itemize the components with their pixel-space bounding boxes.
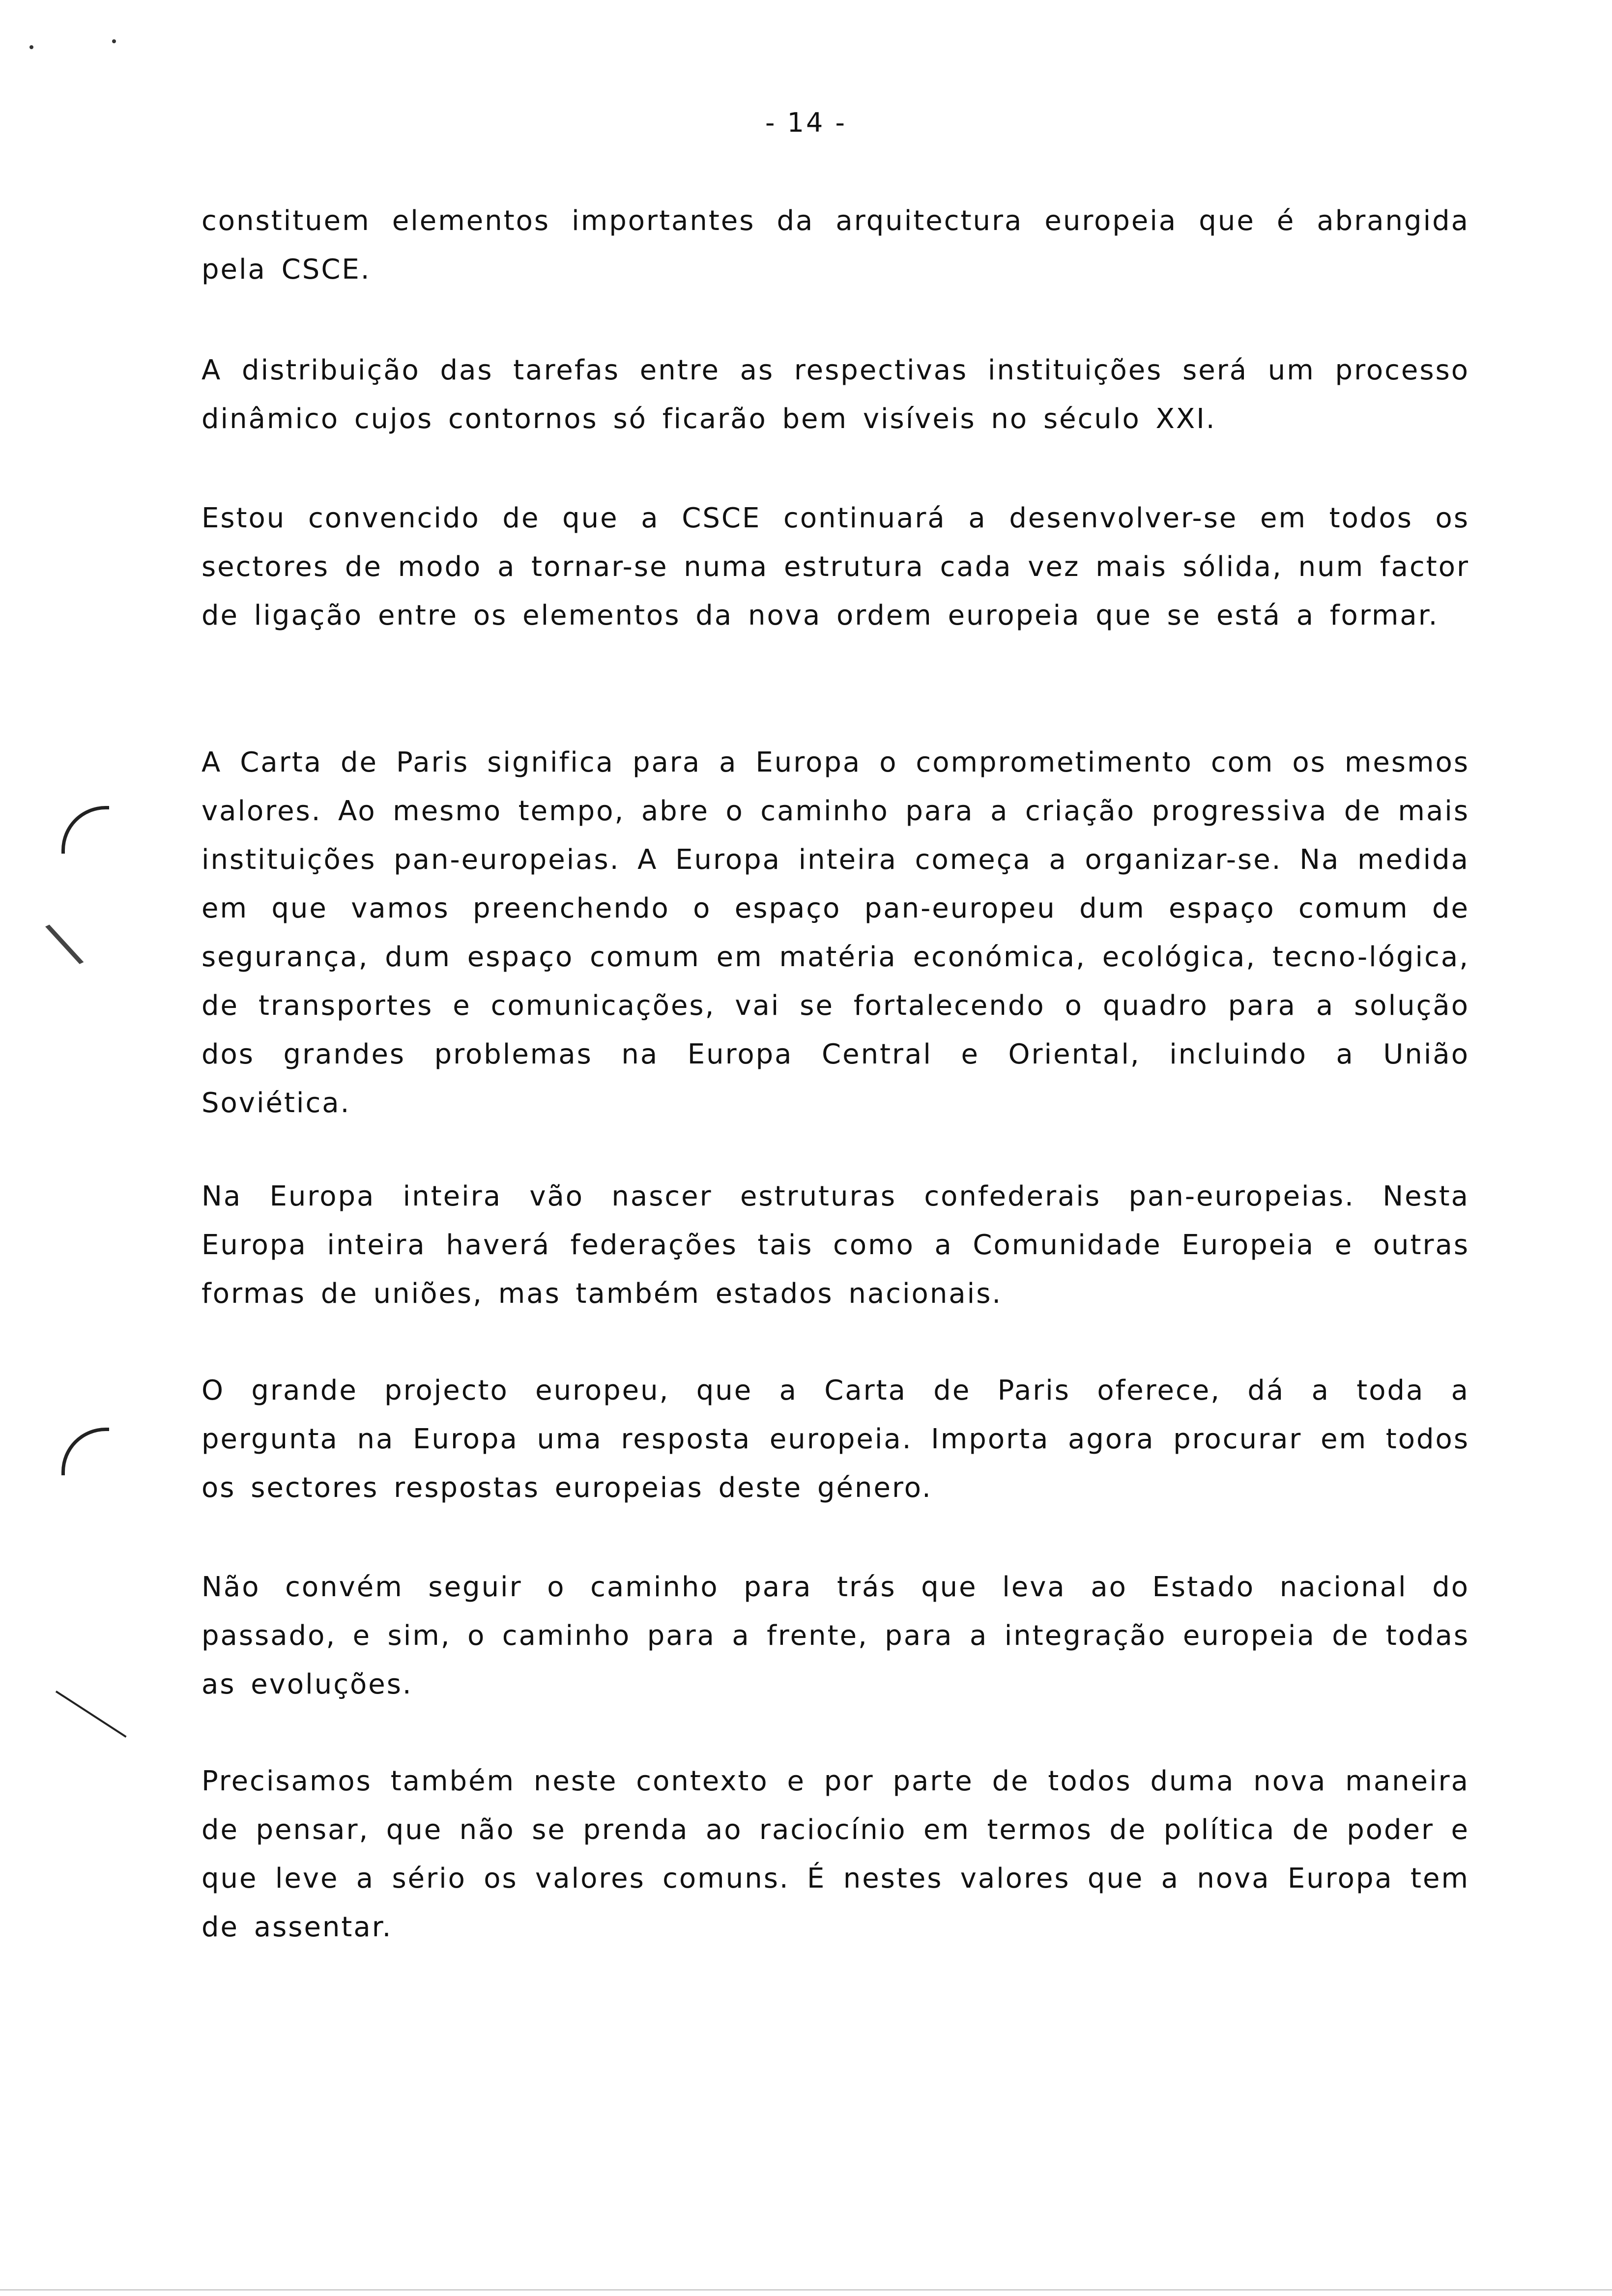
paragraph: Na Europa inteira vão nascer estruturas confederais pan-europeias. Nesta Europa inteira haverá federações tais como a Comunidade Europeia e outras formas de uniões, mas também estados nacionais. [202, 1180, 1469, 1310]
margin-arc-mark [61, 806, 109, 854]
scan-edge-line [0, 2289, 1612, 2291]
paragraph: Não convém seguir o caminho para trás que leva ao Estado nacional do passado, e sim, o caminho para a frente, para a integração europeia de todas as evoluções. [202, 1571, 1469, 1700]
paragraph: Precisamos também neste contexto e por parte de todos duma nova maneira de pensar, que não se prenda ao raciocínio em termos de política de poder e que leve a sério os valores comuns. É nestes valores que a nova Europa tem de assentar. [202, 1765, 1469, 1943]
scan-speck [29, 45, 33, 49]
scan-speck [112, 39, 116, 43]
margin-arc-mark [61, 1428, 109, 1475]
paragraph: O grande projecto europeu, que a Carta de Paris oferece, dá a toda a pergunta na Europa uma resposta europeia. Importa agora procurar em todos os sectores respostas europeias deste género. [202, 1375, 1469, 1504]
paragraph: A Carta de Paris significa para a Europa o comprometimento com os mesmos valores. Ao mesmo tempo, abre o caminho para a criação progressiva de mais instituições pan-europeias. A Europa inteira começa a organizar-se. Na medida em que vamos preenchendo o espaço pan-europeu dum espaço comum de segurança, dum espaço comum em matéria económica, ecológica, tecno-lógica, de transportes e comunicações, vai se fortalecendo o quadro para a solução dos grandes problemas na Europa Central e Oriental, incluindo a União Soviética. [202, 746, 1469, 1119]
paragraph: Estou convencido de que a CSCE continuará a desenvolver-se em todos os sectores de modo a tornar-se numa estrutura cada vez mais sólida, num factor de ligação entre os elementos da nova ordem europeia que se está a formar. [202, 502, 1469, 631]
paragraph: constituem elementos importantes da arquitectura europeia que é abrangida pela CSCE. [202, 205, 1469, 286]
paragraph: A distribuição das tarefas entre as respectivas instituições será um processo dinâmico cujos contornos só ficarão bem visíveis no século XXI. [202, 354, 1469, 435]
margin-slash-mark [56, 1691, 127, 1738]
margin-scribble-mark: \ [40, 908, 87, 979]
page-number: - 14 - [765, 107, 847, 138]
